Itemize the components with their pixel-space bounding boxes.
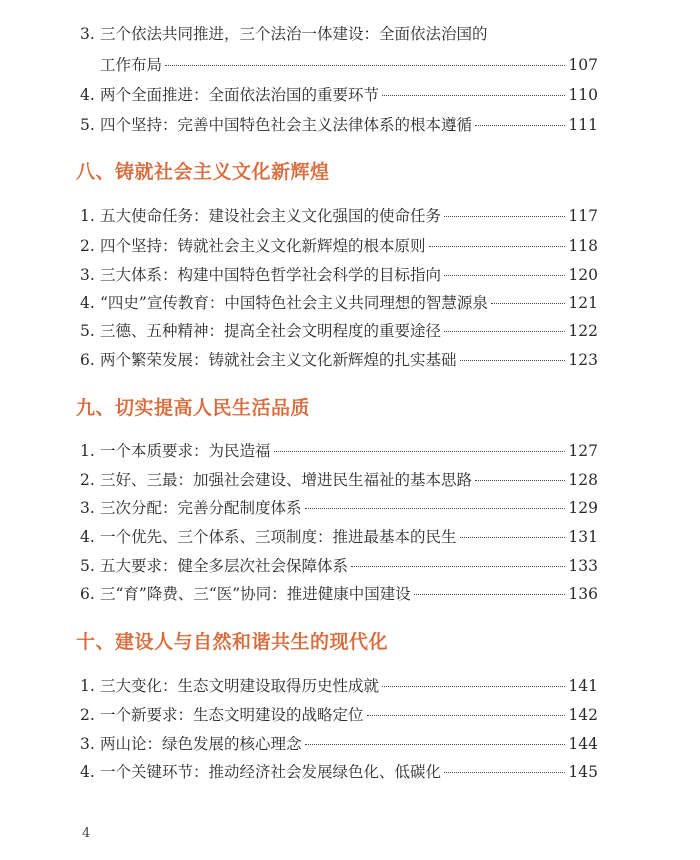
- entry-number: 1.: [80, 442, 95, 460]
- entry-page-number: 145: [568, 763, 598, 781]
- entry-page-number: 136: [568, 585, 598, 603]
- dot-leader: [444, 216, 565, 217]
- dot-leader: [274, 451, 566, 452]
- dot-leader: [444, 275, 565, 276]
- section-heading: 十、建设人与自然和谐共生的现代化: [76, 631, 389, 653]
- entry-number: 3.: [80, 735, 95, 753]
- entry-page-number: 107: [568, 56, 598, 74]
- entry-title: 一个本质要求：为民造福: [100, 442, 271, 460]
- entry-title: 三德、五种精神：提高全社会文明程度的重要途径: [100, 322, 442, 340]
- dot-leader: [444, 331, 565, 332]
- entry-number: 5.: [80, 322, 95, 340]
- entry-page-number: 128: [568, 471, 598, 489]
- entry-page-number: 127: [568, 442, 598, 460]
- dot-leader: [444, 772, 565, 773]
- toc-entry[interactable]: [80, 235, 598, 257]
- entry-title-continued: 工作布局: [100, 56, 163, 74]
- entry-number: 4.: [80, 528, 95, 546]
- toc-entry-continuation[interactable]: [100, 54, 598, 76]
- entry-page-number: 131: [568, 528, 598, 546]
- dot-leader: [305, 744, 566, 745]
- entry-number: 5.: [80, 116, 95, 134]
- entry-page-number: 122: [568, 322, 598, 340]
- entry-number: 1.: [80, 677, 95, 695]
- toc-entry[interactable]: [80, 583, 598, 605]
- dot-leader: [429, 246, 566, 247]
- entry-title: “四史”宣传教育：中国特色社会主义共同理想的智慧源泉: [100, 294, 488, 312]
- entry-title: 一个关键环节：推动经济社会发展绿色化、低碳化: [100, 763, 442, 781]
- entry-number: 2.: [80, 706, 95, 724]
- dot-leader: [460, 360, 566, 361]
- entry-title: 四个坚持：完善中国特色社会主义法律体系的根本遵循: [100, 116, 473, 134]
- section-heading: 九、切实提高人民生活品质: [76, 397, 311, 419]
- entry-page-number: 110: [568, 86, 598, 104]
- entry-page-number: 123: [568, 351, 598, 369]
- entry-number: 3.: [80, 499, 95, 517]
- entry-number: 4.: [80, 294, 95, 312]
- entry-number: 4.: [80, 763, 95, 781]
- toc-entry[interactable]: [80, 675, 598, 697]
- entry-number: 2.: [80, 471, 95, 489]
- toc-entry[interactable]: [80, 469, 598, 491]
- entry-title: 五大要求：健全多层次社会保障体系: [100, 557, 349, 575]
- entry-title: 三大体系：构建中国特色哲学社会科学的目标指向: [100, 266, 442, 284]
- toc-entry[interactable]: [80, 114, 598, 136]
- entry-title: 三次分配：完善分配制度体系: [100, 499, 302, 517]
- dot-leader: [305, 508, 566, 509]
- entry-page-number: 141: [568, 677, 598, 695]
- dot-leader: [460, 537, 566, 538]
- toc-entry[interactable]: [80, 761, 598, 783]
- toc-entry[interactable]: [80, 440, 598, 462]
- toc-entry[interactable]: [80, 84, 598, 106]
- entry-title: 两个全面推进：全面依法治国的重要环节: [100, 86, 380, 104]
- toc-entry[interactable]: [80, 205, 598, 227]
- dot-leader: [414, 594, 566, 595]
- dot-leader: [382, 686, 565, 687]
- toc-entry[interactable]: [80, 555, 598, 577]
- entry-number: 3.: [80, 25, 95, 43]
- entry-number: 3.: [80, 266, 95, 284]
- entry-title: 两个繁荣发展：铸就社会主义文化新辉煌的扎实基础: [100, 351, 457, 369]
- entry-page-number: 144: [568, 735, 598, 753]
- entry-title: 三大变化：生态文明建设取得历史性成就: [100, 677, 380, 695]
- entry-title: 五大使命任务：建设社会主义文化强国的使命任务: [100, 207, 442, 225]
- dot-leader: [382, 95, 565, 96]
- entry-title: 两山论：绿色发展的核心理念: [100, 735, 302, 753]
- entry-title: 四个坚持：铸就社会主义文化新辉煌的根本原则: [100, 237, 426, 255]
- dot-leader: [367, 715, 566, 716]
- entry-number: 6.: [80, 351, 95, 369]
- toc-entry[interactable]: [80, 264, 598, 286]
- toc-entry[interactable]: [80, 292, 598, 314]
- dot-leader: [475, 480, 565, 481]
- entry-title: 三个依法共同推进，三个法治一体建设：全面依法治国的: [100, 25, 488, 43]
- entry-title: 一个优先、三个体系、三项制度：推进最基本的民生: [100, 528, 457, 546]
- toc-entry[interactable]: [80, 320, 598, 342]
- entry-title: 三好、三最：加强社会建设、增进民生福祉的基本思路: [100, 471, 473, 489]
- toc-entry[interactable]: [80, 23, 598, 45]
- toc-entry[interactable]: [80, 733, 598, 755]
- entry-number: 2.: [80, 237, 95, 255]
- entry-number: 4.: [80, 86, 95, 104]
- section-heading: 八、铸就社会主义文化新辉煌: [76, 161, 330, 183]
- entry-page-number: 142: [568, 706, 598, 724]
- toc-entry[interactable]: [80, 497, 598, 519]
- dot-leader: [351, 566, 565, 567]
- entry-title: 三“育”降费、三“医”协同：推进健康中国建设: [100, 585, 411, 603]
- entry-page-number: 117: [568, 207, 598, 225]
- entry-page-number: 129: [568, 499, 598, 517]
- toc-entry[interactable]: [80, 349, 598, 371]
- entry-page-number: 121: [568, 294, 598, 312]
- entry-number: 5.: [80, 557, 95, 575]
- dot-leader: [165, 65, 565, 66]
- entry-page-number: 120: [568, 266, 598, 284]
- entry-number: 1.: [80, 207, 95, 225]
- toc-entry[interactable]: [80, 526, 598, 548]
- dot-leader: [491, 303, 566, 304]
- toc-entry[interactable]: [80, 704, 598, 726]
- entry-page-number: 133: [568, 557, 598, 575]
- entry-page-number: 111: [568, 116, 598, 134]
- entry-number: 6.: [80, 585, 95, 603]
- entry-page-number: 118: [568, 237, 598, 255]
- entry-title: 一个新要求：生态文明建设的战略定位: [100, 706, 364, 724]
- dot-leader: [475, 125, 565, 126]
- page-folio: 4: [82, 826, 91, 841]
